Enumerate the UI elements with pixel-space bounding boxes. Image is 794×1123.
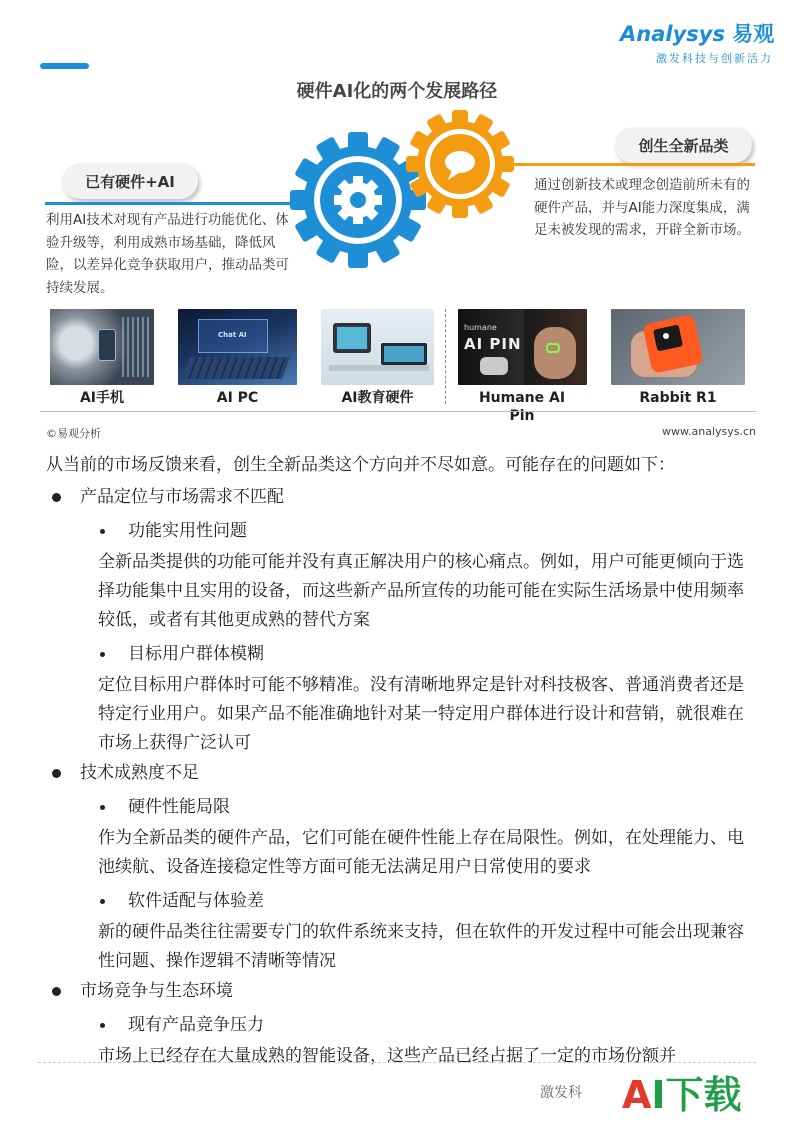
section-heading: 技术成熟度不足 <box>46 758 746 788</box>
robot-phone-image <box>50 309 154 385</box>
existing-hardware-label: 已有硬件+AI <box>62 163 198 199</box>
product-label: Humane AI Pin <box>478 390 566 424</box>
product-label: AI手机 <box>79 390 125 406</box>
product-humane-ai-pin <box>458 309 587 425</box>
product-gallery <box>40 309 756 429</box>
figure-source: ©易观分析 <box>46 427 101 440</box>
subsection-paragraph: 新的硬件品类往往需要专门的软件系统来支持，但在软件的开发过程中可能会出现兼容性问题、操作逻辑不清晰等情况 <box>98 922 744 971</box>
subsection-paragraph: 市场上已经存在大量成熟的智能设备，这些产品已经占据了一定的市场份额并 <box>98 1046 676 1066</box>
header-accent-bar <box>40 63 89 69</box>
existing-hardware-description: 利用AI技术对现有产品进行功能优化、体验升级等，利用成熟市场基础，降低风险，以差异化竞争获取用户，推动品类可持续发展。 <box>46 212 289 296</box>
subsection-paragraph: 作为全新品类的硬件产品，它们可能在硬件性能上存在局限性。例如，在处理能力、电池续航、设备连接稳定性等方面可能无法满足用户日常使用的要求 <box>98 828 744 877</box>
laptop-image: Chat AI <box>178 309 297 385</box>
subsection-heading: 现有产品竞争压力 <box>46 1010 746 1040</box>
footer-tagline: 激发科 <box>540 1085 582 1101</box>
product-label: AI教育硬件 <box>341 390 414 406</box>
logo-cn: 易观 <box>732 22 775 46</box>
section-heading: 产品定位与市场需求不匹配 <box>46 482 746 512</box>
section-heading: 市场竞争与生态环境 <box>46 976 746 1006</box>
subsection-paragraph: 定位目标用户群体时可能不够精准。没有清晰地界定是针对科技极客、普通消费者还是特定行业用户。如果产品不能准确地针对某一特定用户群体进行设计和营销，就很难在市场上获得广泛认可 <box>98 675 744 753</box>
product-rabbit-r1 <box>611 309 745 407</box>
new-category-description: 通过创新技术或理念创造前所未有的硬件产品，并与AI能力深度集成，满足未被发现的需求，开辟全新市场。 <box>534 177 750 238</box>
tablet-image <box>321 309 434 385</box>
ai-download-watermark <box>622 1070 742 1120</box>
subsection-heading: 软件适配与体验差 <box>46 886 746 916</box>
left-divider-line <box>45 202 315 205</box>
subsection-heading: 硬件性能局限 <box>46 792 746 822</box>
subsection-heading: 目标用户群体模糊 <box>46 639 746 669</box>
new-category-label: 创生全新品类 <box>615 127 752 163</box>
logo-letter: A <box>620 22 637 46</box>
product-ai-education <box>321 309 434 407</box>
logo-wordmark <box>620 18 775 48</box>
logo-tagline: 激发科技与创新活力 <box>656 52 773 65</box>
figure-title: 硬件AI化的两个发展路径 <box>296 81 498 102</box>
logo-text: nalysys <box>636 22 725 46</box>
product-ai-pc <box>178 309 297 407</box>
subsection-heading: 功能实用性问题 <box>46 516 746 546</box>
gears-illustration <box>290 108 530 283</box>
product-ai-phone <box>50 309 154 407</box>
watermark-letter: A <box>622 1073 652 1117</box>
subsection-paragraph: 全新品类提供的功能可能并没有真正解决用户的核心痛点。例如，用户可能更倾向于选择功能集中且实用的设备，而这些新产品所宣传的功能可能在实际生活场景中使用频率较低，或者有其他更成熟的替代方案 <box>98 552 744 630</box>
product-label: Rabbit R1 <box>639 390 717 406</box>
analysys-logo <box>620 18 775 68</box>
right-divider-line <box>500 163 755 166</box>
watermark-text: I下载 <box>651 1073 742 1117</box>
intro-paragraph: 从当前的市场反馈来看，创生全新品类这个方向并不尽如意。可能存在的问题如下： <box>46 455 675 475</box>
category-separator <box>445 309 446 404</box>
figure-bottom-rule <box>40 411 756 412</box>
blue-gear-icon <box>290 132 426 268</box>
ai-pin-image: humane AI PIN <box>458 309 587 385</box>
product-label: AI PC <box>216 390 259 406</box>
rabbit-device-image <box>611 309 745 385</box>
footer-rule <box>38 1062 756 1063</box>
article-body <box>46 450 746 1071</box>
figure-website: www.analysys.cn <box>662 425 756 438</box>
